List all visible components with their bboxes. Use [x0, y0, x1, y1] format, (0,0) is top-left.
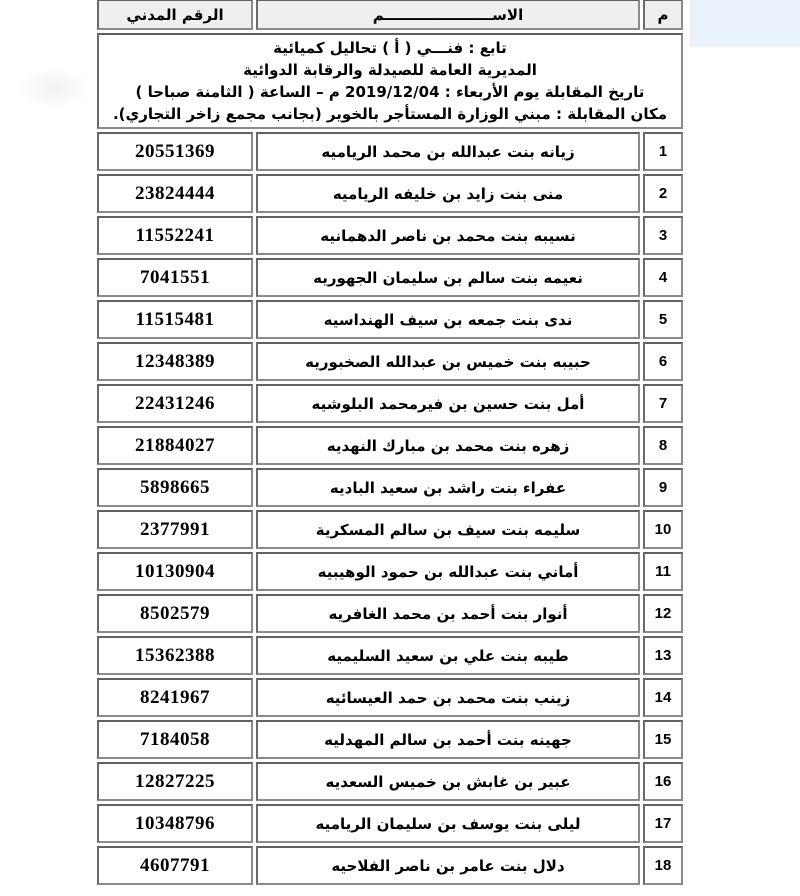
row-number: 11 [643, 552, 683, 591]
row-name: زيانه بنت عبدالله بن محمد الرياميه [256, 132, 640, 171]
row-name: طيبه بنت علي بن سعيد السليميه [256, 636, 640, 675]
row-civil-id: 8241967 [97, 678, 253, 717]
row-name: ليلى بنت يوسف بن سليمان الرياميه [256, 804, 640, 843]
row-name: زينب بنت محمد بن حمد العيسائيه [256, 678, 640, 717]
row-name: عفراء بنت راشد بن سعيد الباديه [256, 468, 640, 507]
row-number: 10 [643, 510, 683, 549]
title-block-row [97, 33, 683, 129]
table-row [97, 552, 683, 591]
row-number: 4 [643, 258, 683, 297]
row-name: حبيبه بنت خميس بن عبدالله الصخبوريه [256, 342, 640, 381]
row-name: دلال بنت عامر بن ناصر الفلاحيه [256, 846, 640, 885]
row-civil-id: 11515481 [97, 300, 253, 339]
row-number: 16 [643, 762, 683, 801]
row-civil-id: 8502579 [97, 594, 253, 633]
row-civil-id: 20551369 [97, 132, 253, 171]
row-civil-id: 15362388 [97, 636, 253, 675]
row-number: 15 [643, 720, 683, 759]
row-name: زهره بنت محمد بن مبارك النهديه [256, 426, 640, 465]
row-number: 5 [643, 300, 683, 339]
row-civil-id: 22431246 [97, 384, 253, 423]
table-row [97, 258, 683, 297]
row-number: 17 [643, 804, 683, 843]
row-number: 18 [643, 846, 683, 885]
row-number: 3 [643, 216, 683, 255]
row-name: جهينه بنت أحمد بن سالم المهدليه [256, 720, 640, 759]
table-row [97, 678, 683, 717]
row-number: 6 [643, 342, 683, 381]
row-name: ندى بنت جمعه بن سيف الهنداسيه [256, 300, 640, 339]
table-row [97, 342, 683, 381]
row-civil-id: 2377991 [97, 510, 253, 549]
row-number: 14 [643, 678, 683, 717]
row-number: 13 [643, 636, 683, 675]
row-number: 1 [643, 132, 683, 171]
table-row [97, 216, 683, 255]
table-row [97, 762, 683, 801]
table-row [97, 846, 683, 885]
row-name: منى بنت زايد بن خليفه الرياميه [256, 174, 640, 213]
table-row [97, 174, 683, 213]
table-row [97, 636, 683, 675]
row-name: نعيمه بنت سالم بن سليمان الجهوريه [256, 258, 640, 297]
table-row [97, 300, 683, 339]
index-column-header: م [643, 0, 683, 30]
table-row [97, 384, 683, 423]
row-civil-id: 7184058 [97, 720, 253, 759]
table-body [97, 132, 683, 885]
row-number: 8 [643, 426, 683, 465]
table-row [97, 594, 683, 633]
row-civil-id: 10348796 [97, 804, 253, 843]
row-civil-id: 21884027 [97, 426, 253, 465]
row-civil-id: 4607791 [97, 846, 253, 885]
row-number: 7 [643, 384, 683, 423]
row-name: سليمه بنت سيف بن سالم المسكرية [256, 510, 640, 549]
row-name: أنوار بنت أحمد بن محمد الغافريه [256, 594, 640, 633]
row-name: أماني بنت عبدالله بن حمود الوهيبيه [256, 552, 640, 591]
row-number: 2 [643, 174, 683, 213]
title-line-interview-place: مكان المقابلة : مبني الوزارة المستأجر بالخوير (بجانب مجمع زاخر التجاري). [112, 105, 668, 123]
applicants-table [94, 0, 686, 888]
row-civil-id: 23824444 [97, 174, 253, 213]
civil-id-column-header: الرقم المدني [97, 0, 253, 30]
row-number: 9 [643, 468, 683, 507]
row-civil-id: 11552241 [97, 216, 253, 255]
row-civil-id: 12827225 [97, 762, 253, 801]
row-civil-id: 5898665 [97, 468, 253, 507]
name-column-header: الاســـــــــــــــــــــم [256, 0, 640, 30]
row-civil-id: 10130904 [97, 552, 253, 591]
row-number: 12 [643, 594, 683, 633]
table-row [97, 132, 683, 171]
column-header-row [97, 0, 683, 30]
table-row [97, 426, 683, 465]
title-line-specialty: تابع : فنـــي ( أ ) تحاليل كميائية [273, 39, 507, 57]
table-row [97, 804, 683, 843]
row-name: عبير بن غابش بن خميس السعديه [256, 762, 640, 801]
title-line-directorate: المديرية العامة للصيدلة والرقابة الدوائية [243, 61, 537, 79]
table-row [97, 720, 683, 759]
row-civil-id: 7041551 [97, 258, 253, 297]
row-name: أمل بنت حسين بن فيرمحمد البلوشيه [256, 384, 640, 423]
table-row [97, 510, 683, 549]
scan-blue-band [690, 0, 800, 47]
row-civil-id: 12348389 [97, 342, 253, 381]
row-name: نسيبه بنت محمد بن ناصر الدهمانيه [256, 216, 640, 255]
title-block-cell [97, 33, 683, 129]
table-row [97, 468, 683, 507]
title-line-interview-date: تاريخ المقابلة يوم الأربعاء : 2019/12/04 م – الساعة ( الثامنة صباحا ) [135, 83, 645, 101]
scan-artifact [14, 68, 94, 108]
